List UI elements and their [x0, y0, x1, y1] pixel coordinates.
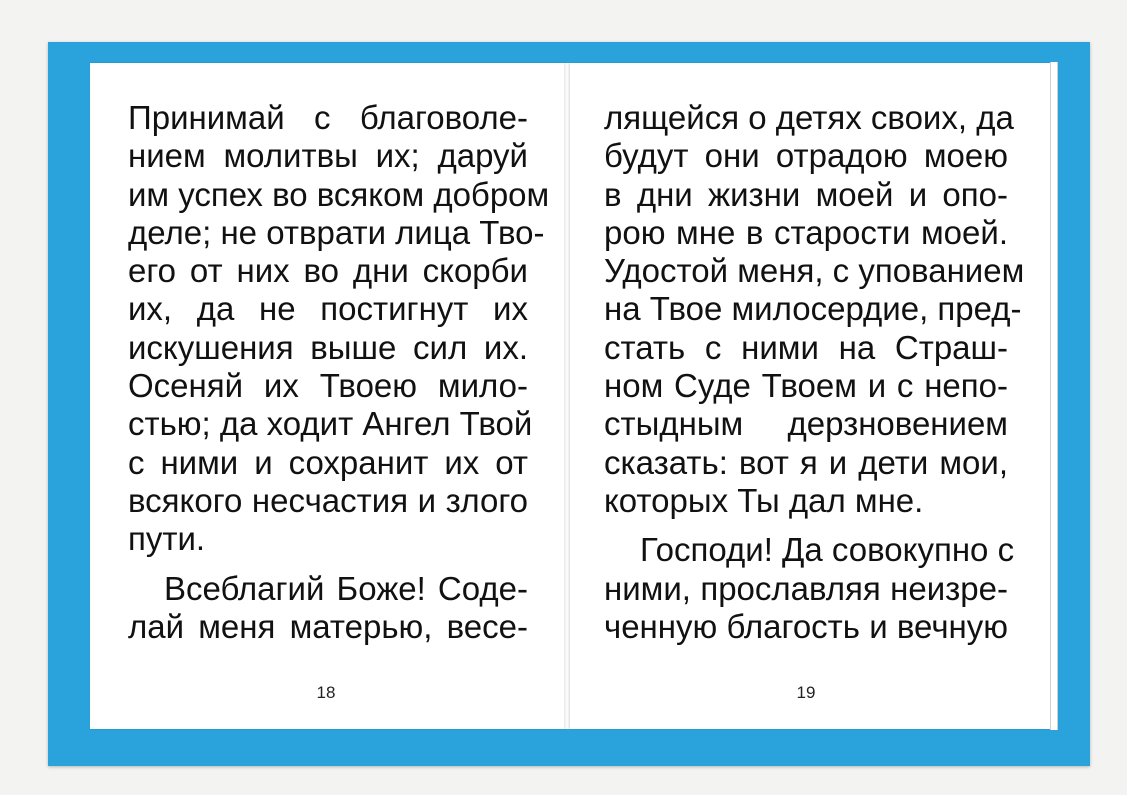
paragraph-gap [604, 520, 1008, 531]
text-line: сказать: вот я и дети мои, [604, 443, 1008, 481]
page-edge [1050, 62, 1058, 730]
text-line: их, да не постигнут их [128, 290, 528, 328]
left-page [90, 63, 566, 729]
text-line: стать с ними на Страш- [604, 328, 1008, 366]
text-line: ченную благость и вечную [604, 607, 1008, 645]
text-line: на Твое милосердие, пред- [604, 290, 1022, 328]
text-line: искушения выше сил их. [128, 328, 528, 366]
text-line: лящейся о детях своих, да [604, 99, 1014, 136]
page-number-right: 19 [796, 683, 816, 702]
text-line: стью; да ходит Ангел Твой [128, 405, 533, 443]
left-page-text [128, 99, 550, 646]
text-line: Принимай с благоволе- [128, 99, 528, 136]
text-line: стыдным дерзновением [604, 405, 1008, 443]
text-line: им успех во всяком добром [128, 175, 550, 213]
text-line: лай меня матерью, весе- [128, 607, 528, 645]
text-line: Осеняй их Твоею мило- [128, 367, 528, 405]
text-line: Господи! Да совокупно с [640, 531, 1015, 569]
text-line: в дни жизни моей и опо- [604, 175, 1008, 213]
text-line: ном Суде Твоем и с непо- [604, 367, 1008, 405]
text-line: которых Ты дал мне. [604, 481, 924, 519]
page-number-left: 18 [316, 683, 336, 702]
text-line: деле; не отврати лица Тво- [128, 213, 545, 251]
text-line: его от них во дни скорби [128, 252, 528, 290]
text-line: с ними и сохранит их от [128, 443, 528, 481]
text-line: ними, прославляя неизре- [604, 569, 1008, 607]
paragraph-gap [128, 559, 528, 570]
right-page [570, 63, 1050, 729]
text-line: пути. [128, 520, 206, 558]
text-line: будут они отрадою моею [604, 137, 1008, 175]
text-line: Удостой меня, с упованием [604, 252, 1025, 290]
text-line: всякого несчастия и злого [128, 481, 528, 519]
text-line: рою мне в старости моей. [604, 213, 1008, 251]
right-page-text [604, 99, 1025, 646]
text-line: нием молитвы их; даруй [128, 137, 528, 175]
text-line: Всеблагий Боже! Соде- [164, 569, 528, 607]
